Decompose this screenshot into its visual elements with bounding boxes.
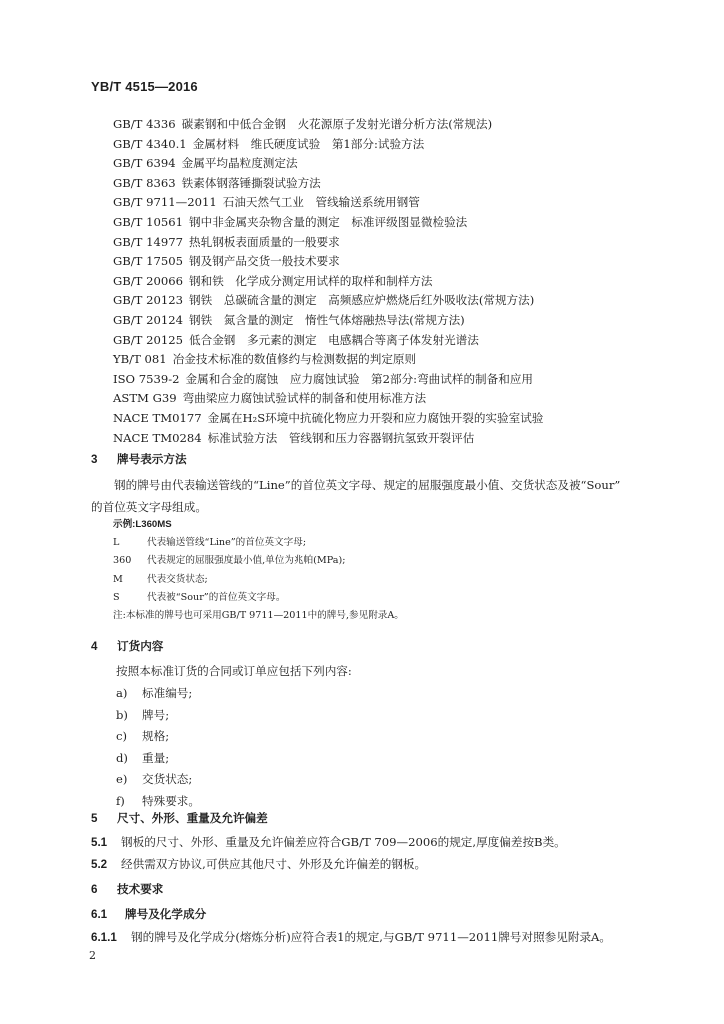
section-number: 4	[91, 640, 98, 653]
clause-text: 钢的牌号及化学成分(熔炼分析)应符合表1的规定,与GB/T 9711—2011牌号对照参见附录A。	[131, 930, 612, 944]
reference-title: 钢中非金属夹杂物含量的测定 标准评级图显微检验法	[189, 214, 468, 229]
reference-title: 弯曲梁应力腐蚀试验试样的制备和使用标准方法	[182, 391, 427, 406]
paragraph-line: 钢的牌号由代表输送管线的“Line”的首位英文字母、规定的屈服强度最小值、交货状态及被“Sour”	[114, 478, 621, 492]
reference-title: 铁素体钢落锤撕裂试验方法	[181, 175, 321, 190]
example-title: 示例:L360MS	[113, 519, 172, 530]
reference-item	[113, 370, 713, 390]
example-items	[113, 534, 404, 607]
section-title: 尺寸、外形、重量及允许偏差	[117, 812, 268, 825]
order-item	[116, 683, 200, 705]
order-item-mark: f)	[116, 793, 125, 808]
reference-code: GB/T 6394	[113, 156, 176, 171]
normative-references-list	[113, 115, 713, 448]
section-6-heading	[91, 881, 163, 897]
reference-item	[113, 174, 713, 194]
reference-title: 钢铁 总碳硫含量的测定 高频感应炉燃烧后红外吸收法(常规方法)	[189, 293, 535, 308]
reference-item	[113, 213, 713, 233]
reference-title: 金属材料 维氏硬度试验 第1部分:试验方法	[192, 136, 425, 151]
reference-code: GB/T 20125	[113, 332, 183, 347]
order-item-text: 牌号;	[142, 707, 170, 722]
reference-code: ISO 7539-2	[113, 371, 180, 386]
section-number: 6	[91, 883, 98, 896]
standard-code-header: YB/T 4515—2016	[91, 79, 198, 94]
order-item-mark: c)	[116, 729, 128, 744]
example-description: 代表输送管线“Line”的首位英文字母;	[147, 537, 307, 549]
reference-code: NACE TM0284	[113, 430, 202, 445]
order-item-text: 标准编号;	[142, 686, 193, 700]
subsection-title: 牌号及化学成分	[125, 908, 207, 921]
clause-5-1	[91, 834, 566, 850]
example-block	[113, 516, 404, 625]
reference-item	[113, 135, 713, 155]
reference-item	[113, 193, 713, 213]
reference-item	[113, 429, 713, 449]
example-description: 代表规定的屈服强度最小值,单位为兆帕(MPa);	[147, 555, 346, 567]
order-item-text: 重量;	[142, 750, 170, 765]
example-item	[113, 552, 404, 570]
reference-item	[113, 272, 713, 292]
order-item-text: 交货状态;	[142, 772, 193, 787]
example-symbol: M	[113, 573, 123, 585]
example-symbol: S	[113, 591, 120, 603]
order-item-mark: d)	[116, 750, 128, 765]
order-item	[116, 705, 200, 727]
subsection-number: 6.1	[91, 908, 108, 921]
reference-item	[113, 311, 713, 331]
section-title: 订货内容	[117, 640, 164, 653]
order-item	[116, 726, 200, 748]
order-item-mark: e)	[116, 772, 128, 787]
section-title: 技术要求	[117, 883, 164, 896]
reference-title: 热轧钢板表面质量的一般要求	[189, 234, 340, 249]
reference-item	[113, 154, 713, 174]
reference-code: YB/T 081	[113, 352, 167, 367]
reference-code: GB/T 17505	[113, 254, 183, 269]
clause-5-2	[91, 856, 426, 872]
reference-title: 金属平均晶粒度测定法	[181, 156, 298, 171]
subsection-6-1-heading	[91, 906, 206, 922]
reference-title: 钢铁 氮含量的测定 惰性气体熔融热导法(常规方法)	[189, 312, 465, 327]
section-3-paragraph	[91, 474, 691, 518]
clause-number: 5.1	[91, 836, 108, 849]
paragraph-line: 的首位英文字母组成。	[91, 500, 207, 514]
order-item-text: 规格;	[142, 729, 170, 744]
reference-title: 标准试验方法 管线钢和压力容器钢抗氢致开裂评估	[207, 430, 475, 445]
order-item	[116, 748, 200, 770]
order-item	[116, 769, 200, 791]
reference-item	[113, 252, 713, 272]
section-4-intro: 按照本标准订货的合同或订单应包括下列内容:	[116, 664, 352, 678]
order-item-mark: a)	[116, 686, 128, 700]
reference-code: GB/T 20066	[113, 273, 183, 288]
clause-text: 钢板的尺寸、外形、重量及允许偏差应符合GB/T 709—2006的规定,厚度偏差按B类。	[121, 835, 566, 849]
reference-code: ASTM G39	[113, 391, 177, 406]
reference-code: GB/T 20123	[113, 293, 183, 308]
reference-item	[113, 291, 713, 311]
reference-code: GB/T 4340.1	[113, 136, 187, 151]
order-item-mark: b)	[116, 707, 128, 722]
section-number: 3	[91, 453, 98, 466]
reference-code: GB/T 8363	[113, 175, 176, 190]
clause-6-1-1	[91, 929, 611, 945]
example-note: 注:本标准的牌号也可采用GB/T 9711—2011中的牌号,参见附录A。	[113, 610, 404, 622]
reference-item	[113, 409, 713, 429]
example-symbol: L	[113, 537, 120, 549]
clause-number: 6.1.1	[91, 931, 117, 944]
page-number: 2	[89, 949, 96, 962]
reference-item	[113, 115, 713, 135]
reference-item	[113, 331, 713, 351]
reference-code: GB/T 4336	[113, 117, 176, 131]
order-content-list	[116, 683, 200, 813]
example-symbol: 360	[113, 555, 132, 567]
reference-title: 钢和铁 化学成分测定用试样的取样和制样方法	[189, 273, 433, 288]
example-item	[113, 589, 404, 607]
reference-code: NACE TM0177	[113, 410, 202, 425]
reference-title: 钢及钢产品交货一般技术要求	[189, 254, 340, 269]
clause-text: 经供需双方协议,可供应其他尺寸、外形及允许偏差的钢板。	[121, 857, 427, 871]
section-3-heading	[91, 451, 187, 467]
example-description: 代表交货状态;	[147, 573, 208, 585]
reference-code: GB/T 9711—2011	[113, 195, 217, 210]
order-item-text: 特殊要求。	[142, 793, 200, 808]
reference-title: 金属在H₂S环境中抗硫化物应力开裂和应力腐蚀开裂的实验室试验	[207, 410, 544, 425]
reference-item	[113, 350, 713, 370]
example-item	[113, 571, 404, 589]
section-5-heading	[91, 810, 268, 826]
reference-title: 低合金钢 多元素的测定 电感耦合等离子体发射光谱法	[189, 332, 479, 347]
example-description: 代表被“Sour”的首位英文字母。	[147, 591, 286, 603]
example-item	[113, 534, 404, 552]
section-title: 牌号表示方法	[117, 453, 187, 466]
section-4-heading	[91, 638, 163, 654]
reference-title: 石油天然气工业 管线输送系统用钢管	[222, 195, 420, 210]
reference-title: 冶金技术标准的数值修约与检测数据的判定原则	[172, 352, 417, 367]
section-number: 5	[91, 812, 98, 825]
reference-title: 碳素钢和中低合金钢 火花源原子发射光谱分析方法(常规法)	[181, 117, 493, 131]
reference-code: GB/T 14977	[113, 234, 183, 249]
reference-code: GB/T 10561	[113, 214, 183, 229]
reference-code: GB/T 20124	[113, 312, 183, 327]
clause-number: 5.2	[91, 858, 108, 871]
reference-title: 金属和合金的腐蚀 应力腐蚀试验 第2部分:弯曲试样的制备和应用	[185, 371, 534, 386]
reference-item	[113, 233, 713, 253]
reference-item	[113, 389, 713, 409]
